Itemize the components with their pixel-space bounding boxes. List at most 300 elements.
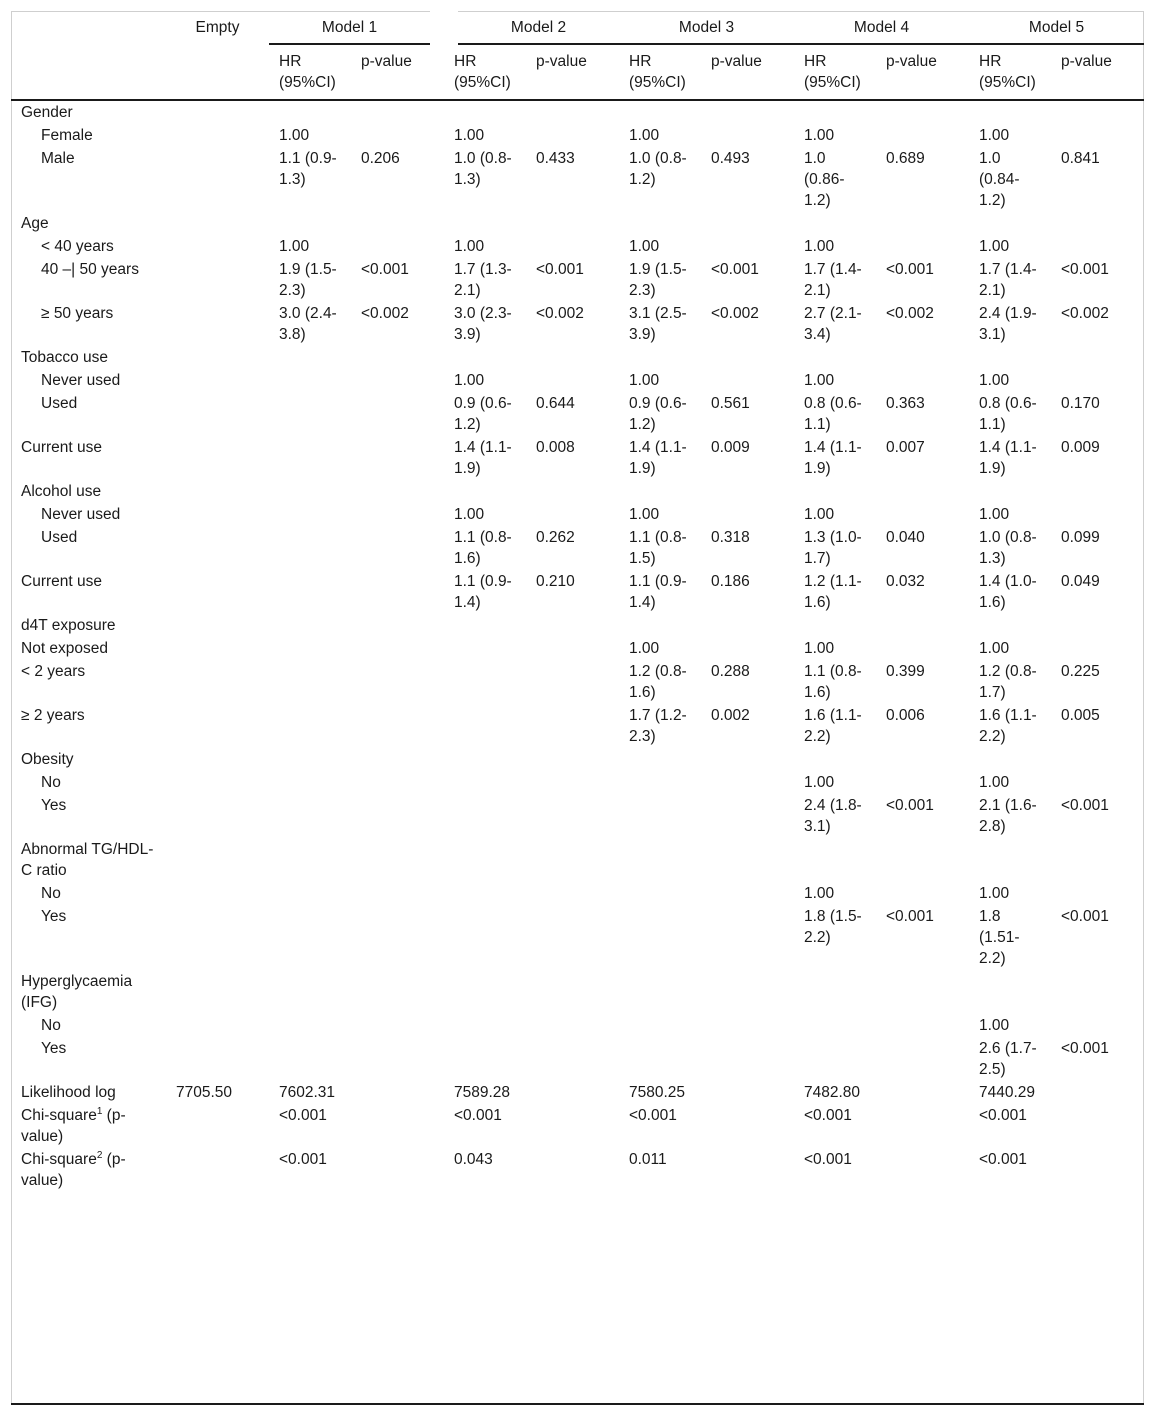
p-value-cell	[351, 436, 444, 480]
hr-ci-cell: 1.00	[454, 238, 485, 255]
p-value-cell	[526, 346, 619, 369]
row-label-text: No	[41, 885, 61, 902]
hr-ci-cell	[969, 100, 1051, 124]
p-value-cell	[351, 1148, 444, 1199]
hr-ci-cell	[969, 748, 1051, 771]
hr-ci-cell: 1.1 (0.9-1.3)	[279, 150, 337, 188]
hr-ci-cell: 1.00	[279, 127, 310, 144]
p-value-cell	[351, 748, 444, 771]
header-model-2: Model 2	[444, 11, 619, 44]
empty-model-value	[166, 346, 269, 369]
row-label	[11, 124, 166, 147]
empty-model-value	[166, 1014, 269, 1037]
row-label	[11, 660, 166, 704]
empty-model-value	[166, 614, 269, 637]
row-label	[11, 882, 166, 905]
p-value-cell	[876, 1148, 969, 1199]
p-value-cell	[876, 1104, 969, 1148]
empty-model-value	[166, 436, 269, 480]
p-value-cell	[351, 526, 444, 570]
p-value-cell	[351, 1037, 444, 1081]
p-value-cell: 0.009	[711, 439, 750, 456]
hr-ci-cell	[619, 970, 701, 1014]
p-value-cell	[876, 100, 969, 124]
hr-ci-cell	[969, 838, 1051, 882]
p-value-cell: 0.008	[536, 439, 575, 456]
p-value-cell	[701, 838, 794, 882]
hr-ci-cell: 1.9 (1.5-2.3)	[629, 261, 687, 299]
footnote-marker: 1	[96, 1105, 103, 1117]
p-value-cell: <0.001	[1061, 797, 1109, 814]
hr-ci-cell: 3.0 (2.4-3.8)	[279, 305, 337, 343]
p-value-cell	[351, 212, 444, 235]
table-row	[11, 1104, 1144, 1148]
hazard-ratio-table	[11, 11, 1144, 1199]
hr-ci-cell: 0.043	[454, 1151, 493, 1168]
hr-ci-cell: 1.4 (1.1-1.9)	[804, 439, 862, 477]
p-value-cell	[701, 771, 794, 794]
row-label	[11, 905, 166, 970]
hr-ci-cell	[794, 1037, 876, 1081]
p-value-cell: <0.002	[886, 305, 934, 322]
table-row	[11, 660, 1144, 704]
table-row	[11, 392, 1144, 436]
row-label	[11, 212, 166, 235]
table-row	[11, 235, 1144, 258]
empty-model-value	[166, 124, 269, 147]
p-value-cell	[351, 794, 444, 838]
p-value-cell	[701, 124, 794, 147]
row-label	[11, 100, 166, 124]
hr-ci-cell: 1.8 (1.5-2.2)	[804, 908, 862, 946]
empty-model-value	[166, 503, 269, 526]
hr-ci-cell	[969, 346, 1051, 369]
hr-ci-cell: 1.00	[979, 1017, 1010, 1034]
hr-ci-cell: 1.00	[979, 885, 1010, 902]
p-value-cell	[876, 970, 969, 1014]
p-value-cell	[526, 637, 619, 660]
row-label-text: Current use	[21, 573, 102, 590]
hr-ci-cell: 7602.31	[279, 1084, 336, 1101]
hr-ci-cell: 2.7 (2.1-3.4)	[804, 305, 862, 343]
p-value-cell	[526, 748, 619, 771]
p-value-cell	[701, 905, 794, 970]
p-value-cell	[526, 124, 619, 147]
p-value-cell	[876, 212, 969, 235]
hr-ci-cell	[794, 970, 876, 1014]
p-value-cell	[876, 614, 969, 637]
header-p-value: p-value	[711, 53, 762, 70]
row-label-text: < 40 years	[41, 238, 114, 255]
p-value-cell	[876, 1037, 969, 1081]
row-label	[11, 1037, 166, 1081]
row-label-text: Never used	[41, 506, 121, 523]
header-hr-ci: HR (95%CI)	[979, 53, 1036, 91]
p-value-cell	[876, 346, 969, 369]
hr-ci-cell: 1.00	[979, 506, 1010, 523]
p-value-cell	[526, 882, 619, 905]
hr-ci-cell	[794, 480, 876, 503]
p-value-cell	[1051, 771, 1144, 794]
hr-ci-cell: <0.001	[279, 1107, 327, 1124]
p-value-cell: 0.210	[536, 573, 575, 590]
hr-ci-cell: 1.00	[279, 238, 310, 255]
hr-ci-cell	[269, 1037, 351, 1081]
table-row	[11, 100, 1144, 124]
p-value-cell: 0.262	[536, 529, 575, 546]
p-value-cell: 0.002	[711, 707, 750, 724]
hr-ci-cell: 1.00	[804, 774, 835, 791]
p-value-cell	[351, 1081, 444, 1104]
empty-model-value	[166, 905, 269, 970]
hr-ci-cell	[269, 882, 351, 905]
hr-ci-cell: 0.9 (0.6-1.2)	[454, 395, 512, 433]
p-value-cell	[526, 704, 619, 748]
hr-ci-cell	[619, 1014, 701, 1037]
p-value-cell	[1051, 1148, 1144, 1199]
hr-ci-cell	[444, 1037, 526, 1081]
hr-ci-cell: 1.1 (0.8-1.5)	[629, 529, 687, 567]
p-value-cell	[876, 1014, 969, 1037]
p-value-cell	[351, 124, 444, 147]
table-row	[11, 436, 1144, 480]
header-empty: Empty	[195, 19, 240, 36]
p-value-cell	[526, 1104, 619, 1148]
p-value-cell	[351, 1014, 444, 1037]
hr-ci-cell: 1.00	[454, 127, 485, 144]
hr-ci-cell: 2.4 (1.9-3.1)	[979, 305, 1037, 343]
hr-ci-cell: 1.00	[629, 372, 660, 389]
table-row	[11, 480, 1144, 503]
p-value-cell	[1051, 748, 1144, 771]
p-value-cell: 0.561	[711, 395, 750, 412]
hr-ci-cell	[269, 346, 351, 369]
hr-ci-cell: 0.011	[629, 1151, 667, 1168]
p-value-cell	[701, 100, 794, 124]
hr-ci-cell: 2.4 (1.8-3.1)	[804, 797, 862, 835]
row-label-text: Male	[41, 150, 75, 167]
row-label-text: Likelihood log	[21, 1084, 116, 1101]
row-label-text: Chi-square	[21, 1151, 97, 1168]
row-label	[11, 1104, 166, 1148]
row-label	[11, 235, 166, 258]
table-row	[11, 212, 1144, 235]
p-value-cell: <0.001	[536, 261, 584, 278]
row-label	[11, 637, 166, 660]
p-value-cell: 0.005	[1061, 707, 1100, 724]
hr-ci-cell: 1.4 (1.0-1.6)	[979, 573, 1037, 611]
empty-model-value	[166, 637, 269, 660]
row-label-text: Current use	[21, 439, 102, 456]
p-value-cell	[876, 771, 969, 794]
row-label	[11, 838, 166, 882]
hr-ci-cell	[444, 882, 526, 905]
hr-ci-cell: 3.1 (2.5-3.9)	[629, 305, 687, 343]
hr-ci-cell: 7482.80	[804, 1084, 861, 1101]
hr-ci-cell	[444, 838, 526, 882]
hr-ci-cell	[619, 794, 701, 838]
row-label	[11, 1014, 166, 1037]
p-value-cell: 0.040	[886, 529, 925, 546]
hr-ci-cell	[444, 704, 526, 748]
row-label-text: Yes	[41, 797, 67, 814]
hr-ci-cell: 7580.25	[629, 1084, 686, 1101]
hr-ci-cell: 1.00	[979, 774, 1010, 791]
p-value-cell	[701, 346, 794, 369]
row-label	[11, 614, 166, 637]
p-value-cell: 0.049	[1061, 573, 1100, 590]
table-row	[11, 503, 1144, 526]
p-value-cell	[351, 369, 444, 392]
row-label	[11, 302, 166, 346]
hr-ci-cell	[269, 1014, 351, 1037]
table-row	[11, 794, 1144, 838]
hr-ci-cell: <0.001	[454, 1107, 502, 1124]
hr-ci-cell	[444, 346, 526, 369]
row-label	[11, 369, 166, 392]
p-value-cell	[701, 970, 794, 1014]
row-label-text: Yes	[41, 1040, 67, 1057]
row-label-text: No	[41, 1017, 61, 1034]
hr-ci-cell: 1.4 (1.1-1.9)	[629, 439, 687, 477]
hr-ci-cell: 1.00	[454, 372, 485, 389]
hr-ci-cell	[619, 614, 701, 637]
row-label-text: ≥ 50 years	[41, 305, 114, 322]
hr-ci-cell: 1.7 (1.3-2.1)	[454, 261, 512, 299]
p-value-cell	[351, 660, 444, 704]
hr-ci-cell: 1.00	[804, 127, 835, 144]
p-value-cell: 0.689	[886, 150, 925, 167]
hr-ci-cell	[269, 436, 351, 480]
hr-ci-cell: 1.0 (0.8-1.3)	[454, 150, 512, 188]
p-value-cell	[1051, 637, 1144, 660]
row-label	[11, 392, 166, 436]
hr-ci-cell	[444, 1014, 526, 1037]
hr-ci-cell: 1.2 (0.8-1.6)	[629, 663, 687, 701]
hr-ci-cell	[444, 748, 526, 771]
p-value-cell: <0.001	[886, 797, 934, 814]
p-value-cell	[1051, 1014, 1144, 1037]
hr-ci-cell	[619, 100, 701, 124]
hr-ci-cell	[444, 970, 526, 1014]
hr-ci-cell	[794, 838, 876, 882]
hr-ci-cell	[794, 100, 876, 124]
p-value-cell	[351, 100, 444, 124]
hr-ci-cell	[269, 794, 351, 838]
table-row	[11, 882, 1144, 905]
p-value-cell	[526, 794, 619, 838]
hr-ci-cell: 1.00	[804, 506, 835, 523]
hr-ci-cell: 1.00	[629, 238, 660, 255]
p-value-cell	[351, 704, 444, 748]
table-body	[11, 100, 1144, 1199]
hr-ci-cell	[619, 346, 701, 369]
hr-ci-cell	[619, 882, 701, 905]
p-value-cell: 0.288	[711, 663, 750, 680]
p-value-cell	[701, 1014, 794, 1037]
p-value-cell	[351, 392, 444, 436]
p-value-cell	[526, 369, 619, 392]
p-value-cell	[701, 1037, 794, 1081]
p-value-cell	[701, 369, 794, 392]
p-value-cell	[351, 614, 444, 637]
p-value-cell: <0.001	[886, 908, 934, 925]
row-label	[11, 480, 166, 503]
hr-ci-cell	[269, 526, 351, 570]
hr-ci-cell	[794, 212, 876, 235]
row-label	[11, 258, 166, 302]
hr-ci-cell: 1.00	[804, 885, 835, 902]
p-value-cell	[526, 480, 619, 503]
row-label-text: Age	[21, 215, 49, 232]
hr-ci-cell	[969, 212, 1051, 235]
p-value-cell	[351, 970, 444, 1014]
table-row	[11, 1037, 1144, 1081]
row-label-text: Used	[41, 529, 78, 546]
p-value-cell	[351, 905, 444, 970]
table-bottom-rule	[11, 1403, 1144, 1405]
p-value-cell: <0.001	[1061, 1040, 1109, 1057]
p-value-cell	[526, 905, 619, 970]
p-value-cell	[351, 771, 444, 794]
header-hr-ci: HR (95%CI)	[804, 53, 861, 91]
p-value-cell	[701, 503, 794, 526]
empty-model-value	[166, 570, 269, 614]
header-model-5: Model 5	[969, 11, 1144, 44]
p-value-cell: 0.493	[711, 150, 750, 167]
row-label	[11, 794, 166, 838]
hr-ci-cell	[269, 970, 351, 1014]
hr-ci-cell: 1.00	[804, 640, 835, 657]
p-value-cell	[351, 838, 444, 882]
row-label-text: Abnormal TG/HDL-C ratio	[21, 841, 154, 879]
hr-ci-cell: 1.7 (1.4-2.1)	[804, 261, 862, 299]
p-value-cell	[1051, 503, 1144, 526]
p-value-cell	[876, 480, 969, 503]
p-value-cell	[1051, 100, 1144, 124]
p-value-cell	[1051, 346, 1144, 369]
p-value-cell	[526, 503, 619, 526]
p-value-cell: <0.002	[536, 305, 584, 322]
hr-ci-cell	[269, 369, 351, 392]
empty-model-value	[166, 704, 269, 748]
hr-ci-cell: 1.00	[629, 127, 660, 144]
header-p-value: p-value	[1061, 53, 1112, 70]
header-hr-ci: HR (95%CI)	[454, 53, 511, 91]
p-value-cell	[526, 660, 619, 704]
table-row	[11, 1014, 1144, 1037]
hr-ci-cell: 1.2 (1.1-1.6)	[804, 573, 862, 611]
row-label	[11, 147, 166, 212]
hr-ci-cell	[269, 838, 351, 882]
hr-ci-cell: 2.1 (1.6-2.8)	[979, 797, 1037, 835]
hr-ci-cell: 1.0 (0.84-1.2)	[979, 150, 1020, 209]
row-label-text: Gender	[21, 104, 73, 121]
hr-ci-cell: 1.00	[804, 372, 835, 389]
p-value-cell	[526, 100, 619, 124]
hr-ci-cell: 1.8 (1.51-2.2)	[979, 908, 1020, 967]
empty-model-value	[166, 302, 269, 346]
p-value-cell: 0.225	[1061, 663, 1100, 680]
header-p-value: p-value	[536, 53, 587, 70]
p-value-cell	[526, 838, 619, 882]
table-row	[11, 526, 1144, 570]
empty-model-value	[166, 1037, 269, 1081]
hr-ci-cell: 1.1 (0.8-1.6)	[454, 529, 512, 567]
hr-ci-cell: 1.00	[629, 506, 660, 523]
empty-model-value	[166, 480, 269, 503]
p-value-cell: 0.363	[886, 395, 925, 412]
row-label-text: < 2 years	[21, 663, 86, 680]
hr-ci-cell: 1.00	[979, 640, 1010, 657]
p-value-cell	[1051, 212, 1144, 235]
header-model-3: Model 3	[619, 11, 794, 44]
empty-model-value	[166, 392, 269, 436]
p-value-cell	[701, 480, 794, 503]
p-value-cell: 0.206	[361, 150, 400, 167]
hr-ci-cell	[269, 771, 351, 794]
row-label-text: d4T exposure	[21, 617, 116, 634]
p-value-cell	[526, 970, 619, 1014]
row-label-text: Tobacco use	[21, 349, 109, 366]
hr-ci-cell	[269, 614, 351, 637]
p-value-cell: 0.186	[711, 573, 750, 590]
p-value-cell: <0.001	[886, 261, 934, 278]
p-value-cell	[526, 212, 619, 235]
hr-ci-cell	[269, 480, 351, 503]
p-value-cell	[526, 235, 619, 258]
p-value-cell	[1051, 614, 1144, 637]
hr-ci-cell: 1.0 (0.8-1.3)	[979, 529, 1037, 567]
hr-ci-cell	[444, 660, 526, 704]
row-label-text: Alcohol use	[21, 483, 102, 500]
hr-ci-cell	[269, 748, 351, 771]
table-row	[11, 905, 1144, 970]
hr-ci-cell: 1.4 (1.1-1.9)	[454, 439, 512, 477]
p-value-cell	[701, 794, 794, 838]
hr-ci-cell	[619, 212, 701, 235]
p-value-cell	[1051, 970, 1144, 1014]
row-label-text: Never used	[41, 372, 121, 389]
header-model-4: Model 4	[794, 11, 969, 44]
header-hr-ci: HR (95%CI)	[629, 53, 686, 91]
hr-ci-cell	[794, 748, 876, 771]
p-value-cell	[876, 838, 969, 882]
hr-ci-cell: 2.6 (1.7-2.5)	[979, 1040, 1037, 1078]
row-label	[11, 704, 166, 748]
hr-ci-cell	[269, 905, 351, 970]
table-row	[11, 704, 1144, 748]
empty-model-value	[166, 1104, 269, 1148]
hr-ci-cell: 7440.29	[979, 1084, 1036, 1101]
hr-ci-cell	[619, 838, 701, 882]
hr-ci-cell: 3.0 (2.3-3.9)	[454, 305, 512, 343]
row-label-text: Female	[41, 127, 93, 144]
row-label	[11, 970, 166, 1014]
empty-model-value	[166, 1148, 269, 1199]
hr-ci-cell: 1.1 (0.9-1.4)	[629, 573, 687, 611]
p-value-cell	[351, 882, 444, 905]
row-label-text: 40 –| 50 years	[41, 261, 139, 278]
table-row	[11, 838, 1144, 882]
hr-ci-cell: 1.3 (1.0-1.7)	[804, 529, 862, 567]
hr-ci-cell: <0.001	[804, 1107, 852, 1124]
hr-ci-cell	[794, 614, 876, 637]
row-label	[11, 1081, 166, 1104]
p-value-cell	[1051, 882, 1144, 905]
p-value-cell	[876, 369, 969, 392]
p-value-cell: 0.032	[886, 573, 925, 590]
